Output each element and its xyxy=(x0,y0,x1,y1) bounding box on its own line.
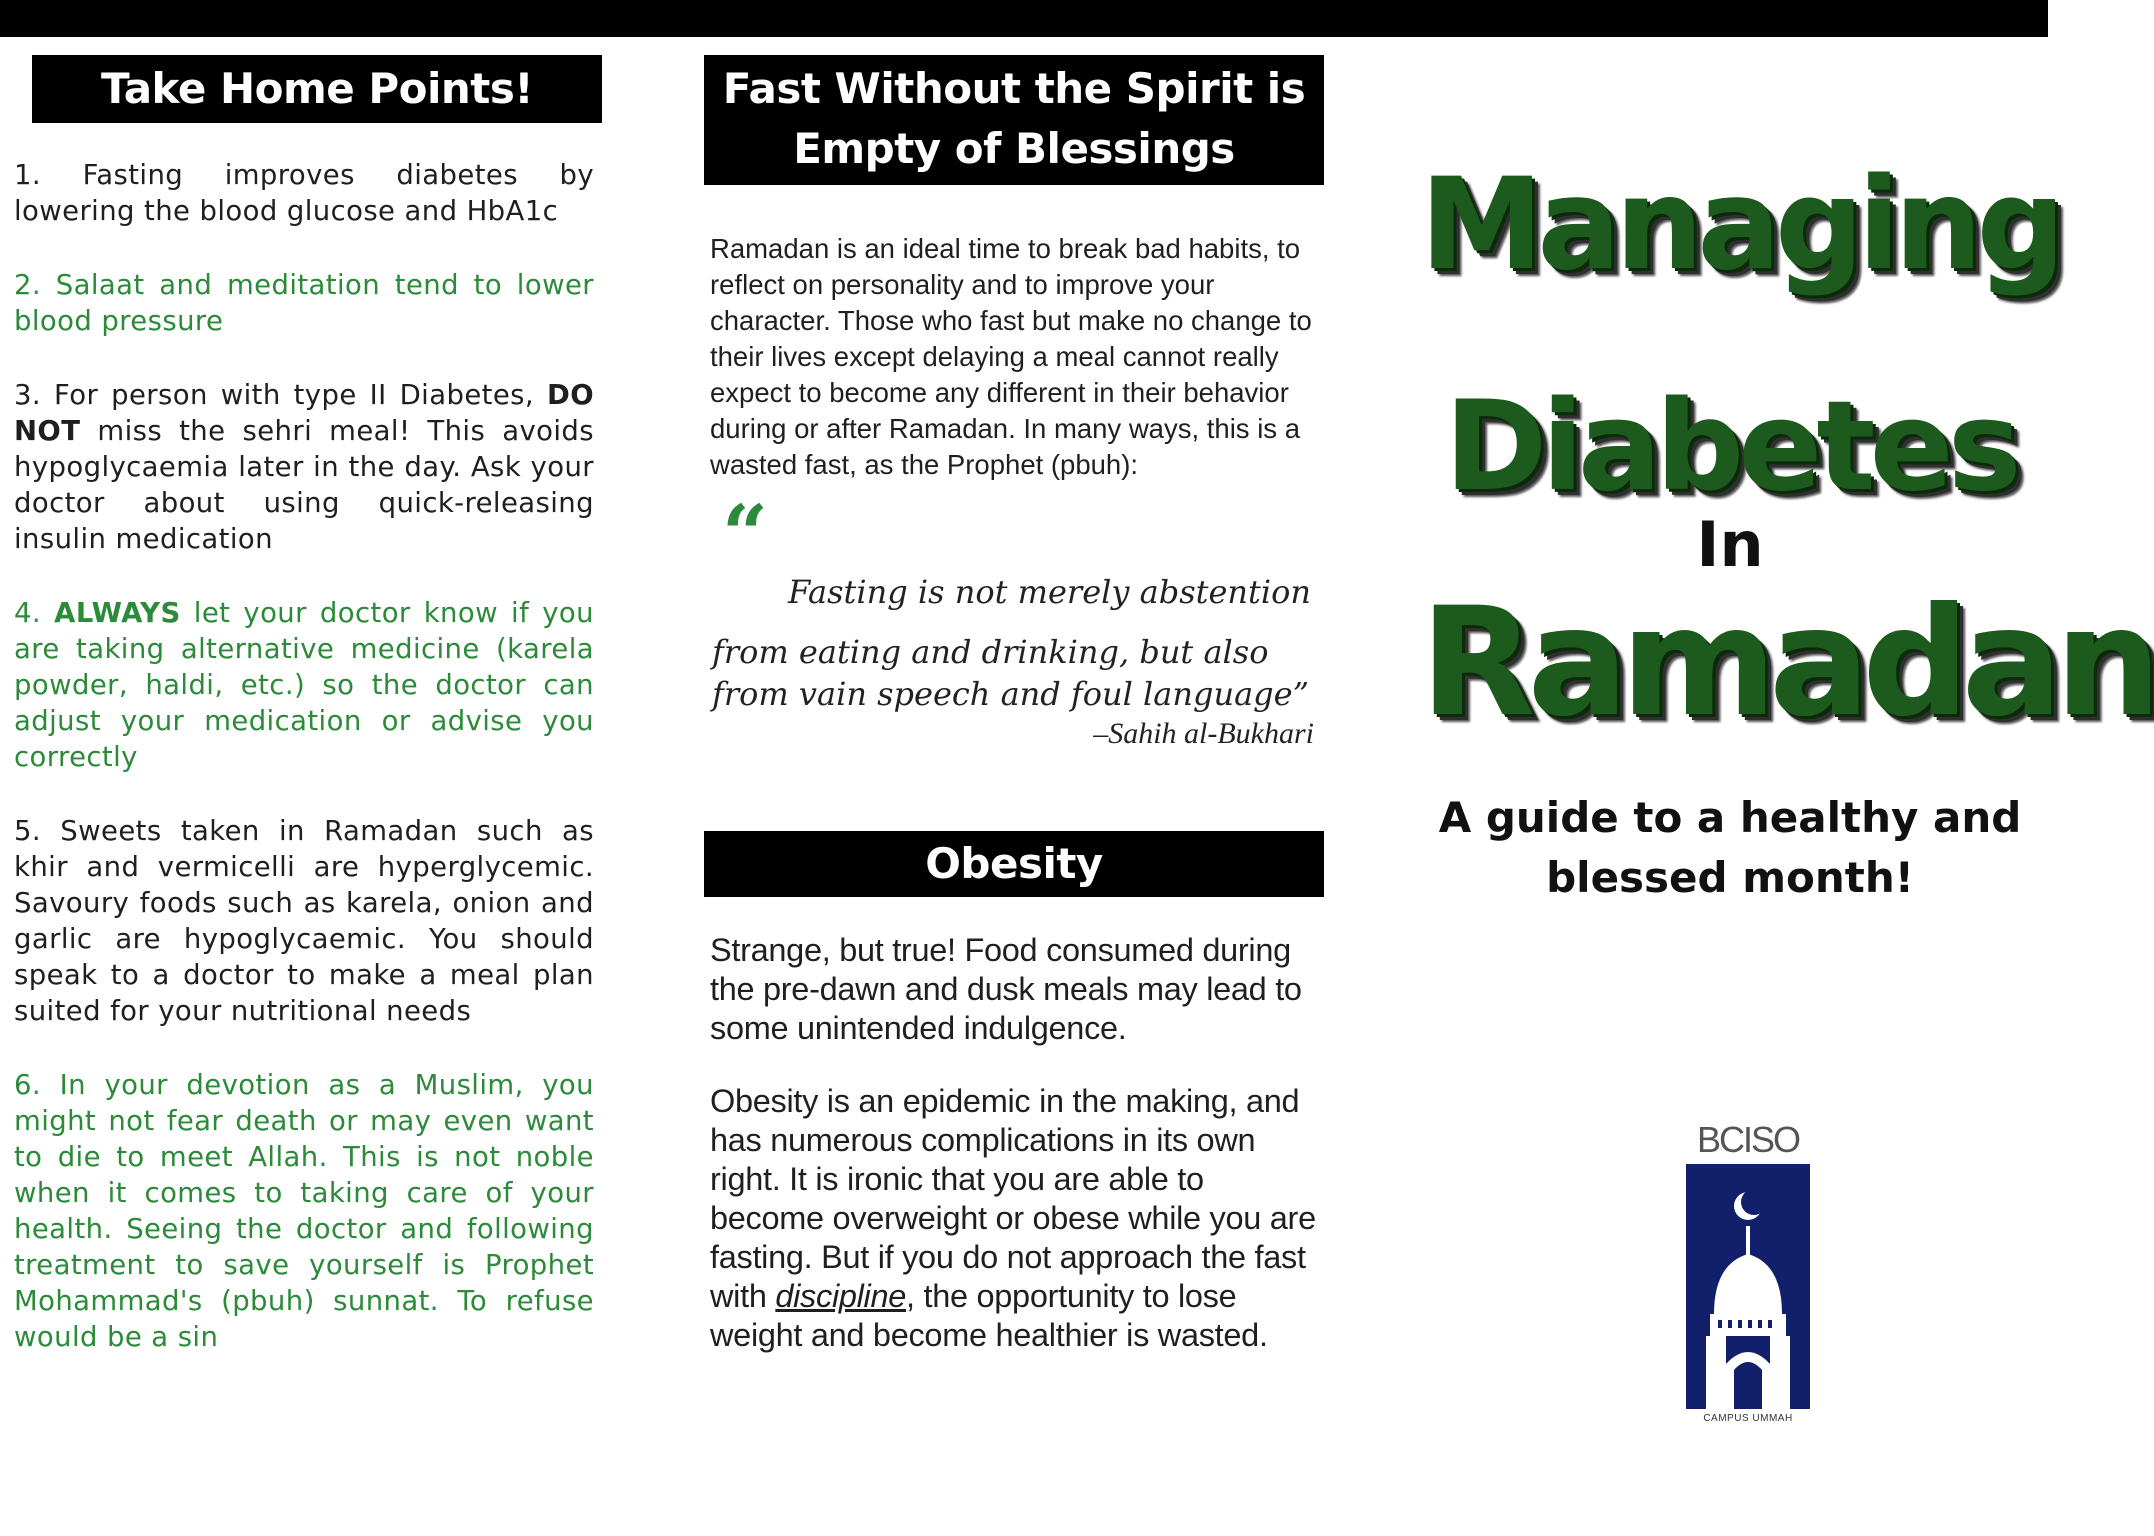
top-black-bar xyxy=(0,0,2048,37)
title-diabetes: Diabetes xyxy=(1444,375,2016,519)
quote-attribution: –Sahih al-Bukhari xyxy=(1093,717,1314,750)
point-5: 5. Sweets taken in Ramadan such as khir and vermicelli are hyperglycemic. Savoury foods such as karela, onion and garlic are hypoglycaemic. You should speak to a doctor to make a meal plan suited for your nutritional needs xyxy=(14,815,594,1027)
bciso-logo xyxy=(1683,1120,1813,1424)
cover-column xyxy=(1420,150,2154,908)
obesity-paragraph-2 xyxy=(710,1082,1320,1355)
spirit-intro-paragraph: Ramadan is an ideal time to break bad habits, to reflect on personality and to improve your character. Those who fast but make no change to their lives except delaying a meal cannot really expect to become any different in their behavior during or after Ramadan. In many ways, this is a wasted fast, as the Prophet (pbuh): xyxy=(710,233,1312,480)
take-home-points-column xyxy=(14,55,594,1393)
point-4-text-b: let your doctor know if you are taking alternative medicine (karela powder, haldi, etc.) so the doctor can adjust your medication or advise you correctly xyxy=(14,597,594,773)
point-1: 1. Fasting improves diabetes by lowering the blood glucose and HbA1c xyxy=(14,159,594,227)
point-6: 6. In your devotion as a Muslim, you might not fear death or may even want to die to meet Allah. This is not noble when it comes to taking care of your health. Seeing the doctor and following treatment to save yourself is Prophet Mohammad's (pbuh) sunnat. To refuse would be a sin xyxy=(14,1069,594,1353)
point-4-text-a: 4. xyxy=(14,597,42,629)
logo-caption: CAMPUS UMMAH xyxy=(1703,1413,1793,1424)
tagline xyxy=(1420,788,2040,908)
spirit-heading-line-1: Fast Without the Spirit is xyxy=(722,64,1306,113)
point-4 xyxy=(14,595,594,775)
obesity-heading: Obesity xyxy=(704,831,1324,897)
point-3-text-b: miss the sehri meal! This avoids hypoglycaemia later in the day. Ask your doctor about using quick-releasing insulin medication xyxy=(14,415,594,555)
tagline-line-2: blessed month! xyxy=(1546,853,1914,902)
spirit-heading-line-2: Empty of Blessings xyxy=(793,124,1235,173)
title-ramadan: Ramadan xyxy=(1420,576,2154,750)
quote-line-2: from eating and drinking, but also from vain speech and foul language” xyxy=(712,633,1309,713)
point-3 xyxy=(14,377,594,557)
spirit-obesity-column xyxy=(704,55,1324,1355)
obesity-paragraph-2-b: , the opportunity to lose weight and become healthier is wasted. xyxy=(710,1278,1268,1353)
mosque-dome-icon xyxy=(1686,1164,1810,1409)
quote-mark-icon: “ xyxy=(722,487,769,581)
point-3-text-a: 3. For person with type II Diabetes, xyxy=(14,379,535,411)
obesity-paragraph-2-a: Obesity is an epidemic in the making, and has numerous complications in its own right. It is ironic that you are able to become overweight or obese while you are fasting. But if you do not approach the fast with xyxy=(710,1083,1316,1314)
logo-text: BCISO xyxy=(1696,1119,1800,1160)
take-home-heading: Take Home Points! xyxy=(32,55,602,123)
quote-line-1: Fasting is not merely abstention xyxy=(788,573,1311,611)
obesity-paragraph-1: Strange, but true! Food consumed during the pre-dawn and dusk meals may lead to some unintended indulgence. xyxy=(710,932,1302,1046)
point-3-bold: DO NOT xyxy=(14,379,594,447)
hadith-quote xyxy=(712,571,1322,715)
points-list xyxy=(14,157,594,1355)
title-managing: Managing xyxy=(1420,151,2060,299)
point-2: 2. Salaat and meditation tend to lower blood pressure xyxy=(14,269,594,337)
spirit-heading xyxy=(704,55,1324,185)
title-in: In xyxy=(1696,508,1764,581)
discipline-word: discipline xyxy=(775,1278,907,1314)
tagline-line-1: A guide to a healthy and xyxy=(1438,793,2022,842)
point-4-bold: ALWAYS xyxy=(54,597,181,629)
